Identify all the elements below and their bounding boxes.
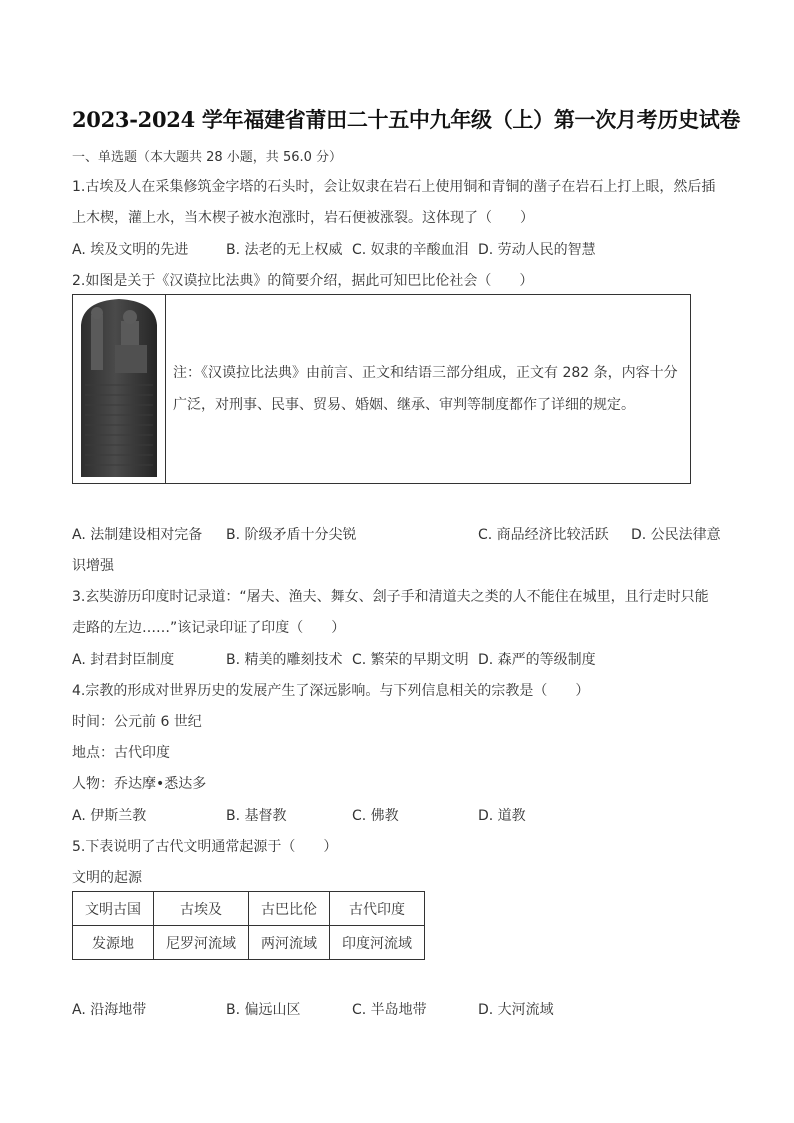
q2-info-box — [72, 294, 691, 484]
table-row — [73, 892, 425, 926]
civilization-origin-table — [72, 891, 425, 960]
table-cell: 古巴比伦 — [249, 892, 330, 926]
q1-option-a: A. 埃及文明的先进 — [72, 242, 189, 258]
table-row — [73, 926, 425, 960]
q4-option-c: C. 佛教 — [352, 808, 399, 824]
q5-option-c: C. 半岛地带 — [352, 1002, 427, 1018]
table-cell: 古代印度 — [330, 892, 425, 926]
q2-option-d: D. 公民法律意 — [631, 527, 721, 543]
table-cell: 发源地 — [73, 926, 154, 960]
hammurabi-stele-image — [73, 295, 165, 483]
q4-place: 地点：古代印度 — [72, 745, 170, 761]
q1-option-b: B. 法老的无上权威 — [226, 242, 343, 258]
q2-stem: 2.如图是关于《汉谟拉比法典》的简要介绍，据此可知巴比伦社会（ ） — [72, 273, 534, 289]
q2-option-d-continued: 识增强 — [72, 558, 114, 574]
q1-stem-line1: 1.古埃及人在采集修筑金字塔的石头时，会让奴隶在岩石上使用铜和青铜的凿子在岩石上打上眼，然后插 — [72, 179, 716, 195]
q2-option-a: A. 法制建设相对完备 — [72, 527, 203, 543]
q4-person: 人物：乔达摩•悉达多 — [72, 776, 207, 792]
q3-option-a: A. 封君封臣制度 — [72, 652, 175, 668]
q3-stem-line2: 走路的左边……”该记录印证了印度（ ） — [72, 620, 346, 636]
table-cell: 印度河流域 — [330, 926, 425, 960]
q2-option-b: B. 阶级矛盾十分尖锐 — [226, 527, 357, 543]
table-cell: 古埃及 — [154, 892, 249, 926]
page-title: 2023-2024 学年福建省莆田二十五中九年级（上）第一次月考历史试卷 — [72, 107, 741, 132]
section-heading: 一、单选题（本大题共 28 小题，共 56.0 分） — [72, 150, 343, 165]
q3-option-d: D. 森严的等级制度 — [478, 652, 596, 668]
q5-option-d: D. 大河流域 — [478, 1002, 554, 1018]
q4-stem: 4.宗教的形成对世界历史的发展产生了深远影响。与下列信息相关的宗教是（ ） — [72, 683, 590, 699]
table-cell: 尼罗河流域 — [154, 926, 249, 960]
q5-stem: 5.下表说明了古代文明通常起源于（ ） — [72, 839, 338, 855]
table-cell: 文明古国 — [73, 892, 154, 926]
q5-option-b: B. 偏远山区 — [226, 1002, 301, 1018]
q1-option-c: C. 奴隶的辛酸血泪 — [352, 242, 469, 258]
q1-option-d: D. 劳动人民的智慧 — [478, 242, 596, 258]
q3-stem-line1: 3.玄奘游历印度时记录道：“屠夫、渔夫、舞女、刽子手和清道夫之类的人不能住在城里，且行走时只能 — [72, 589, 709, 605]
q4-option-d: D. 道教 — [478, 808, 526, 824]
q2-note-text: 注：《汉谟拉比法典》由前言、正文和结语三部分组成，正文有 282 条，内容十分广泛，对刑事、民事、贸易、婚姻、继承、审判等制度都作了详细的规定。 — [173, 365, 678, 413]
table-cell: 两河流域 — [249, 926, 330, 960]
q4-time: 时间：公元前 6 世纪 — [72, 714, 202, 730]
q4-option-b: B. 基督教 — [226, 808, 287, 824]
q5-option-a: A. 沿海地带 — [72, 1002, 147, 1018]
q5-table-caption: 文明的起源 — [72, 870, 142, 886]
q2-option-c: C. 商品经济比较活跃 — [478, 527, 609, 543]
q3-option-b: B. 精美的雕刻技术 — [226, 652, 343, 668]
q1-stem-line2: 上木楔，灌上水，当木楔子被水泡涨时，岩石便被涨裂。这体现了（ ） — [72, 210, 534, 226]
q4-option-a: A. 伊斯兰教 — [72, 808, 147, 824]
q2-image-cell — [73, 295, 166, 483]
q3-option-c: C. 繁荣的早期文明 — [352, 652, 469, 668]
